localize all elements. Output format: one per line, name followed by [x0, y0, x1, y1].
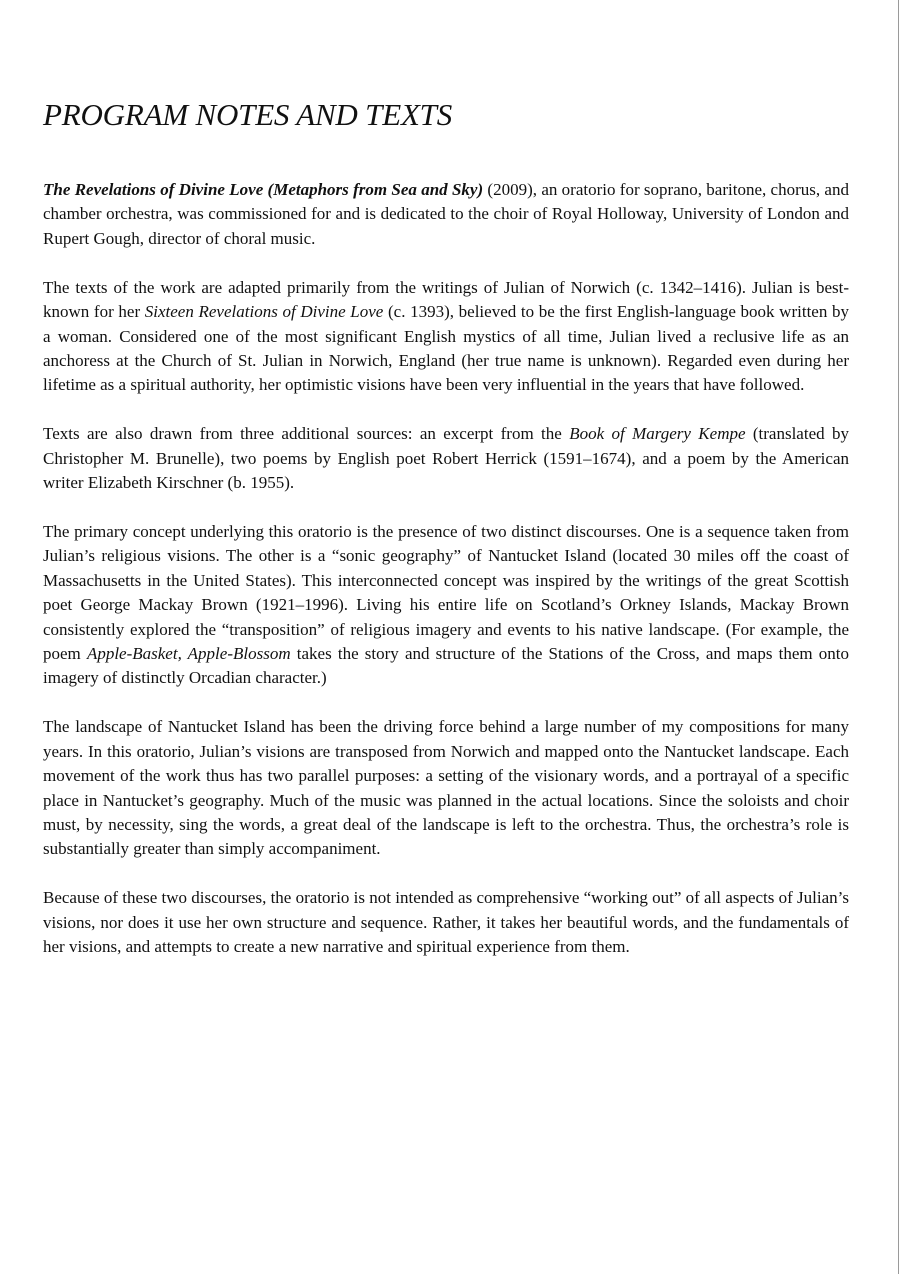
paragraph-text: Texts are also drawn from three additional sources: an excerpt from the: [43, 424, 570, 444]
paragraph-commission: [43, 178, 849, 251]
paragraph-additional-sources: [43, 422, 849, 495]
paragraph-text: The texts of the work are adapted primarily from the writings of Julian of Norwich (c. 1342–1416). Julian is best-known for her: [43, 277, 849, 322]
book-title: Sixteen Revelations of Divine Love: [144, 302, 384, 322]
program-notes-body: [43, 178, 849, 984]
paragraph-text: (translated by Christopher M. Brunelle), two poems by English poet Robert Herrick (1591–1674), and a poem by the American writer Elizabeth Kirschner (b. 1955).: [43, 424, 849, 493]
paragraph-text: The landscape of Nantucket Island has been the driving force behind a large number of my compositions for many years. In this oratorio, Julian’s visions are transposed from Norwich and mapped onto the Nantucket landscape. Each movement of the work thus has two parallel purposes: a setting of the visionary words, and a portrayal of a specific place in Nantucket’s geography. Much of the music was planned in the actual locations. Since the soloists and choir must, by necessity, sing the words, a great deal of the landscape is left to the orchestra. Thus, the orchestra’s role is substantially greater than simply accompaniment.: [43, 717, 849, 859]
paragraph-primary-concept: [43, 520, 849, 691]
paragraph-text: The primary concept underlying this oratorio is the presence of two distinct discourses. One is a sequence taken from Julian’s religious visions. The other is a “sonic geography” of Nantucket Island (located 30 miles off the coast of Massachusetts in the United States). This interconnected concept was inspired by the writings of the great Scottish poet George Mackay Brown (1921–1996). Living his entire life on Scotland’s Orkney Islands, Mackay Brown consistently explored the “transposition” of religious imagery and events to his native landscape. (For example, the poem: [43, 521, 849, 663]
paragraph-two-discourses: [43, 886, 849, 959]
paragraph-text: takes the story and structure of the Stations of the Cross, and maps them onto imagery of distinctly Orcadian character.): [43, 644, 849, 688]
paragraph-text: (c. 1393), believed to be the first English-language book written by a woman. Considered one of the most significant English mystics of all time, Julian lived a reclusive life as an anchoress at the Church of St. Julian in Norwich, England (her true name is unknown). Regarded even during her lifetime as a spiritual authority, her optimistic visions have been very influential in the years that have followed.: [43, 302, 849, 395]
paragraph-text: Because of these two discourses, the oratorio is not intended as comprehensive “working out” of all aspects of Julian’s visions, nor does it use her own structure and sequence. Rather, it takes her beautiful words, and the fundamentals of her visions, and attempts to create a new narrative and spiritual experience from them.: [43, 888, 849, 957]
poem-title: Apple-Basket, Apple-Blossom: [86, 644, 291, 663]
book-title: Book of Margery Kempe: [569, 424, 746, 444]
paragraph-text: (2009), an oratorio for soprano, baritone, chorus, and chamber orchestra, was commissioned for and is dedicated to the choir of Royal Holloway, University of London and Rupert Gough, director of choral music.: [43, 180, 849, 248]
paragraph-nantucket-landscape: [43, 715, 849, 861]
work-title: The Revelations of Divine Love (Metaphors from Sea and Sky): [43, 180, 484, 199]
page-title: PROGRAM NOTES AND TEXTS: [43, 97, 453, 132]
paragraph-julian-of-norwich: [43, 276, 849, 398]
